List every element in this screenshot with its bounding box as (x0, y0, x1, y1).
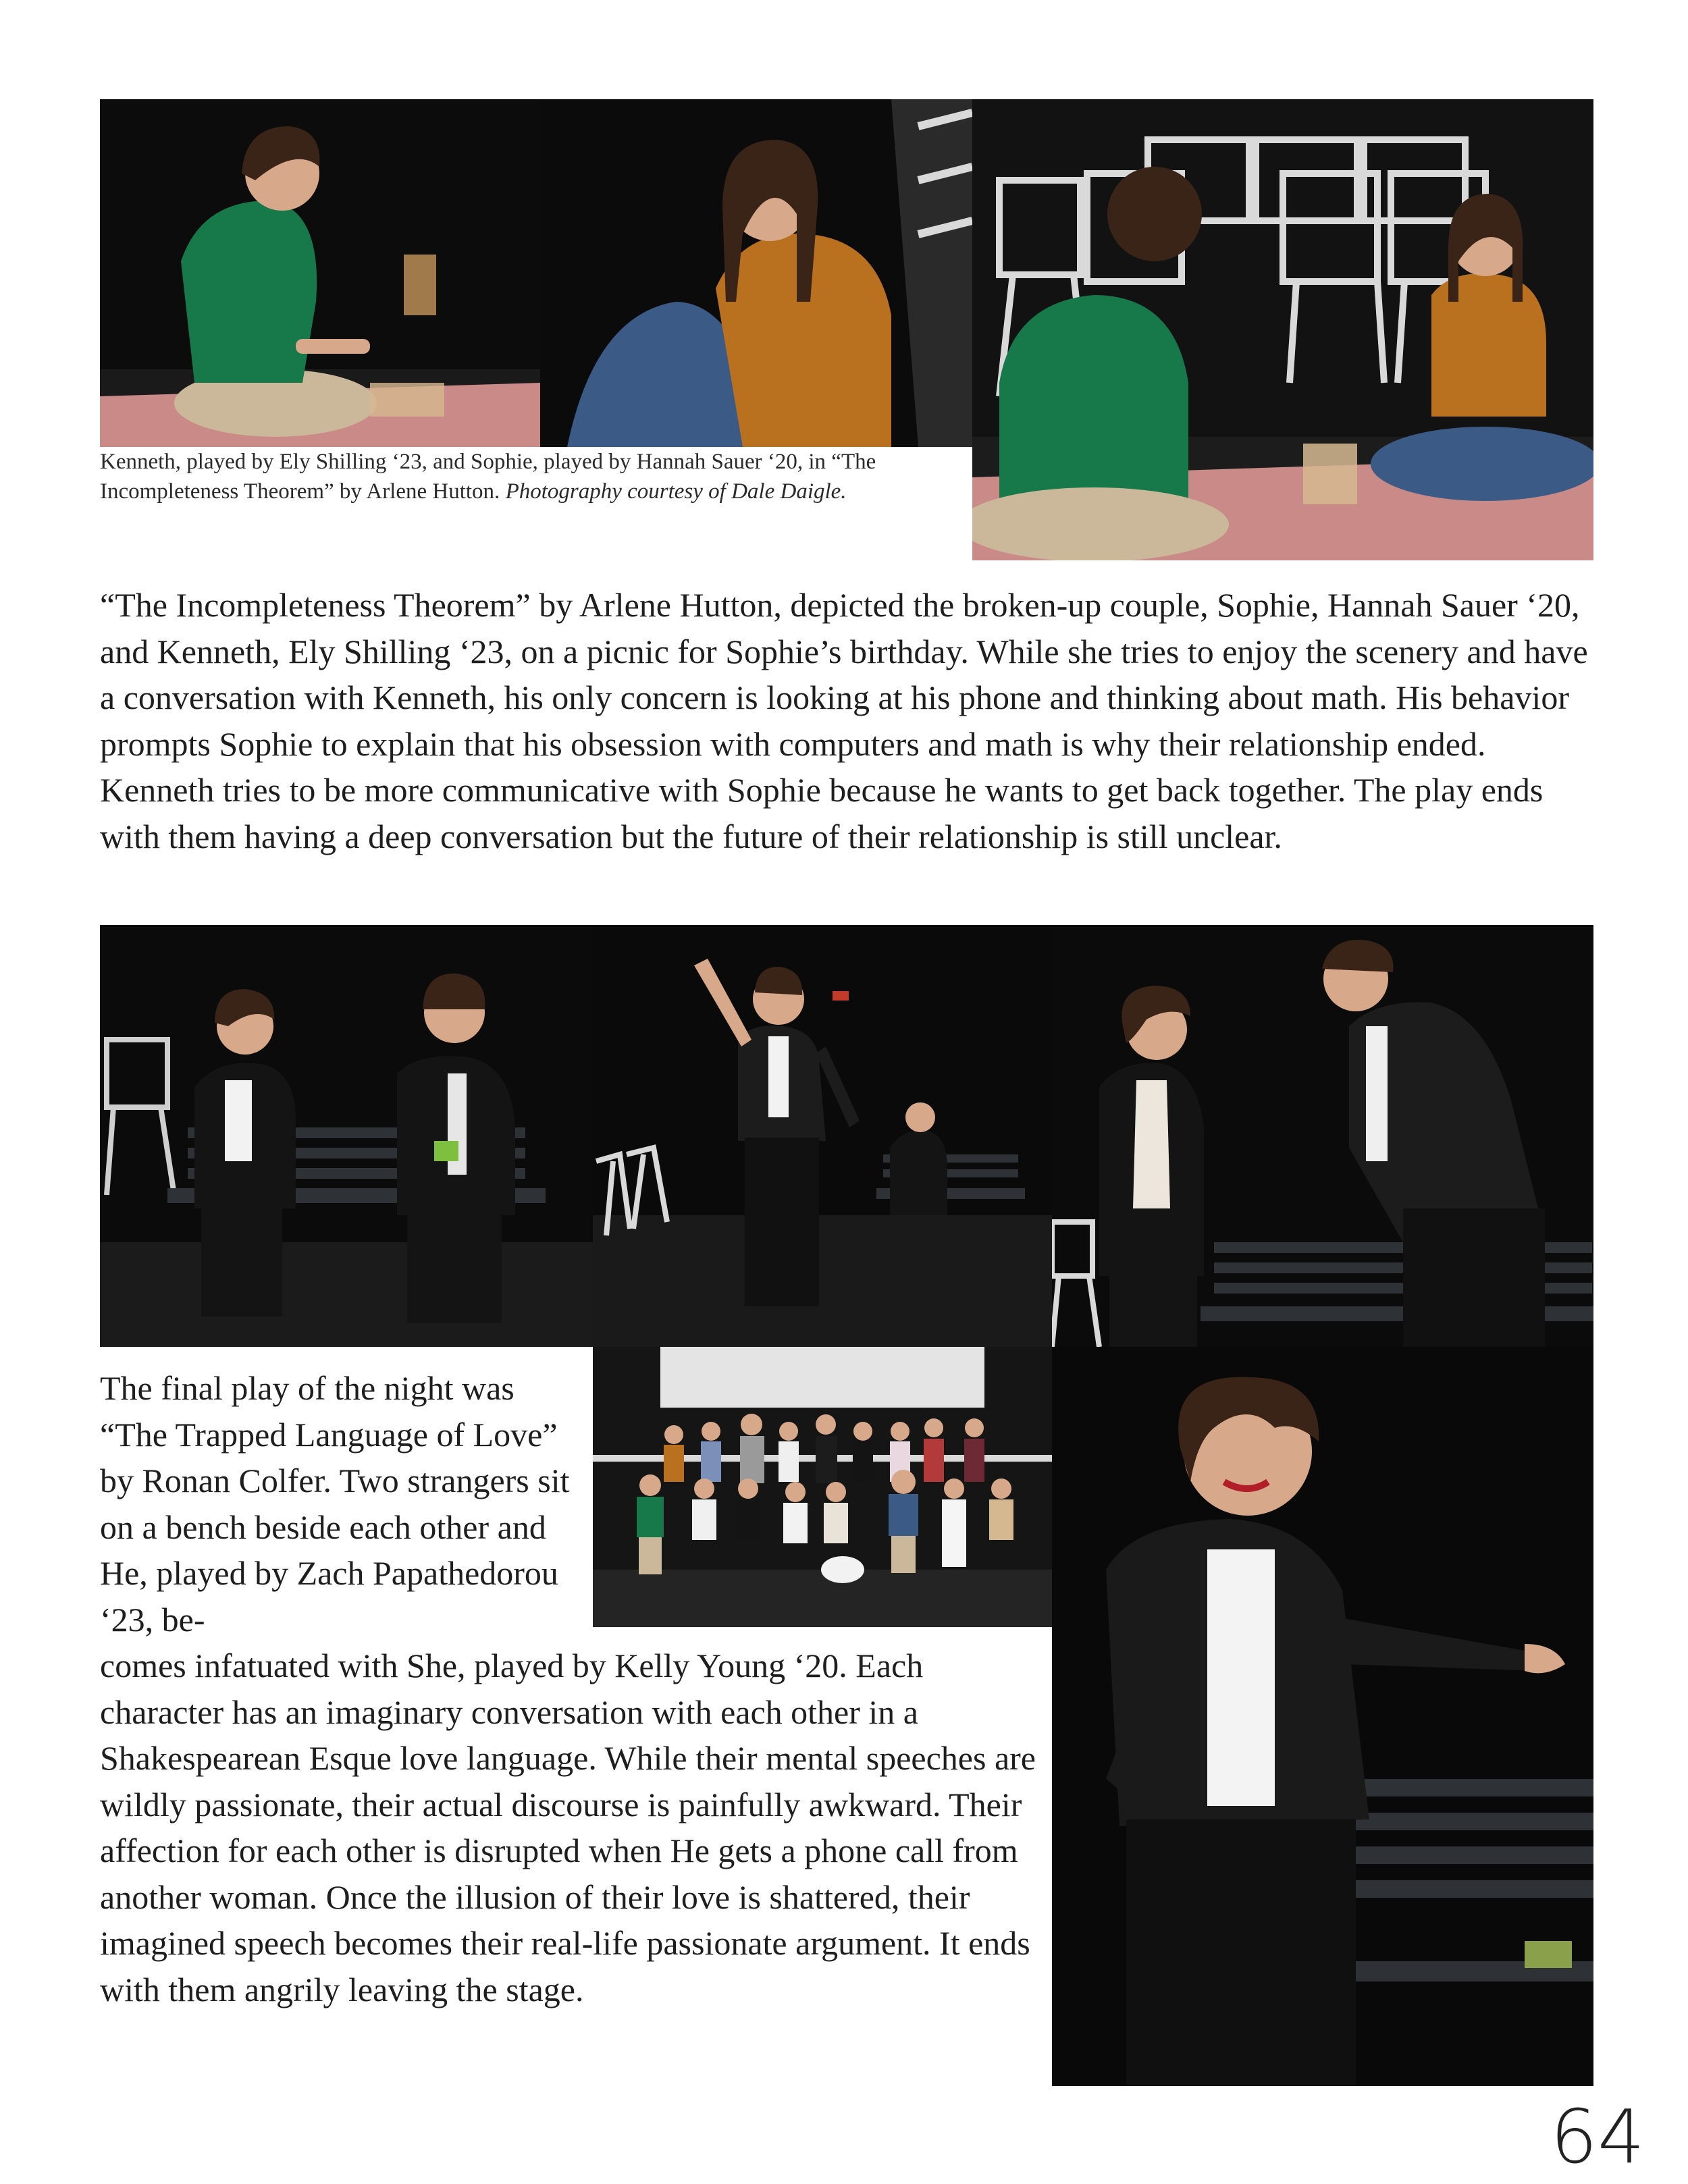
article-paragraph-1: “The Incompleteness Theorem” by Arlene Hutton, depicted the broken-up couple, Sophie, Hannah Sauer ‘20, and Kenneth, Ely Shilling ‘23, on a picnic for Sophie’s birthday. While she tries to enjoy the scenery and have a conversation with Kenneth, his only concern is looking at his phone and thinking about math. His behavior prompts Sophie to explain that his obsession with computers and math is why their relationship ended. Kenneth tries to be more communicative with Sophie because he wants to get back together. The play ends with them having a deep conversation but the future of their relationship is still unclear. (100, 586, 1588, 855)
photo-picnic-kenneth (100, 99, 540, 447)
caption-credit: Photography courtesy of Dale Daigle. (505, 479, 847, 504)
photo-argument (1052, 925, 1593, 1347)
page-number: 64 (1550, 2094, 1645, 2180)
caption-text: Kenneth, played by Ely Shilling ‘23, and Sophie, played by Hannah Sauer ‘20, in “The Incompleteness Theorem” by Arlene Hutton. (100, 450, 876, 504)
article-paragraph-2-rest: comes infatuated with She, played by Kelly Young ‘20. Each character has an imaginary conversation with each other in a Shakespearean Esque love language. While their mental speeches are wildly passionate, their actual discourse is painfully awkward. Their affection for each other is disrupted when He gets a phone call from another woman. Once the illusion of their love is shattered, their imagined speech becomes their real-life passionate argument. It ends with them angrily leaving the stage. (100, 1647, 1036, 2008)
photo-bench-pair (100, 925, 593, 1347)
photo-picnic-sophie (540, 99, 972, 447)
article-paragraph-2-start: The final play of the night was “The Trapped Language of Love” by Ronan Colfer. Two strangers sit on a bench beside each other and He, played by Zach Papathedorou ‘23, be- (100, 1369, 570, 1639)
photo-caption (100, 447, 964, 506)
photo-picnic-wide (972, 99, 1593, 560)
photo-she-solo (1052, 1347, 1593, 2086)
photo-he-monologue (593, 925, 1052, 1347)
photo-cast-group (593, 1347, 1052, 1627)
